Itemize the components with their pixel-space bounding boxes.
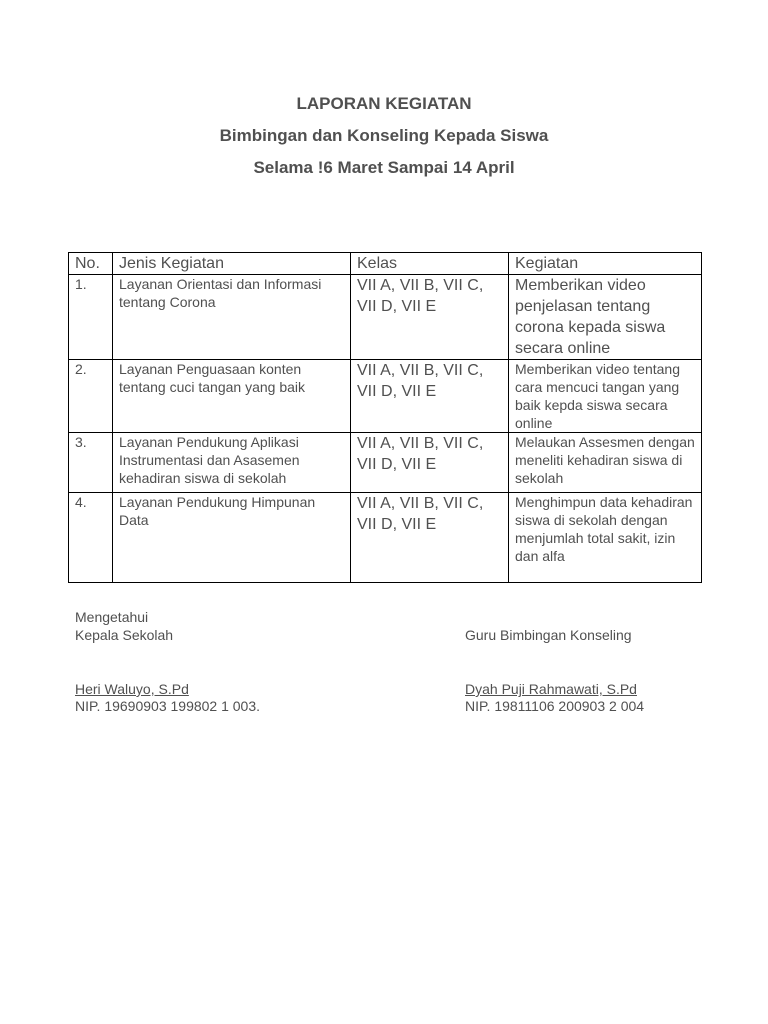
left-signer-role: Kepala Sekolah bbox=[75, 627, 174, 643]
right-signer-name: Dyah Puji Rahmawati, S.Pd bbox=[465, 681, 637, 697]
document-title: LAPORAN KEGIATAN bbox=[296, 94, 472, 113]
left-signer-nip: NIP. 19690903 199802 1 003. bbox=[75, 698, 261, 714]
column-header-no: No. bbox=[69, 253, 113, 275]
activity-table bbox=[68, 252, 702, 583]
table-row bbox=[69, 433, 702, 493]
table-header-row bbox=[69, 253, 702, 275]
cell-no: 4. bbox=[69, 493, 113, 583]
left-acknowledge-label: Mengetahui bbox=[75, 609, 149, 625]
cell-kegiatan: Melaukan Assesmen dengan meneliti kehadiran siswa di sekolah bbox=[509, 433, 702, 493]
cell-kegiatan: Memberikan video penjelasan tentang corona kepada siswa secara online bbox=[509, 275, 702, 360]
cell-kelas: VII A, VII B, VII C, VII D, VII E bbox=[351, 433, 509, 493]
cell-kegiatan: Memberikan video tentang cara mencuci tangan yang baik kepda siswa secara online bbox=[509, 360, 702, 433]
cell-kelas: VII A, VII B, VII C, VII D, VII E bbox=[351, 360, 509, 433]
cell-jenis: Layanan Penguasaan konten tentang cuci tangan yang baik bbox=[113, 360, 351, 433]
cell-kelas: VII A, VII B, VII C, VII D, VII E bbox=[351, 275, 509, 360]
cell-kelas: VII A, VII B, VII C, VII D, VII E bbox=[351, 493, 509, 583]
table-row bbox=[69, 360, 702, 433]
column-header-jenis: Jenis Kegiatan bbox=[113, 253, 351, 275]
cell-jenis: Layanan Pendukung Aplikasi Instrumentasi dan Asasemen kehadiran siswa di sekolah bbox=[113, 433, 351, 493]
cell-jenis: Layanan Pendukung Himpunan Data bbox=[113, 493, 351, 583]
document-subtitle: Bimbingan dan Konseling Kepada Siswa bbox=[219, 126, 549, 145]
document-period: Selama !6 Maret Sampai 14 April bbox=[253, 158, 515, 177]
cell-jenis: Layanan Orientasi dan Informasi tentang Corona bbox=[113, 275, 351, 360]
cell-no: 3. bbox=[69, 433, 113, 493]
left-signer-name: Heri Waluyo, S.Pd bbox=[75, 681, 189, 697]
right-signer-nip: NIP. 19811106 200903 2 004 bbox=[465, 698, 645, 714]
cell-no: 1. bbox=[69, 275, 113, 360]
column-header-kegiatan: Kegiatan bbox=[509, 253, 702, 275]
table-row bbox=[69, 493, 702, 583]
cell-no: 2. bbox=[69, 360, 113, 433]
table-row bbox=[69, 275, 702, 360]
column-header-kelas: Kelas bbox=[351, 253, 509, 275]
right-signer-role: Guru Bimbingan Konseling bbox=[465, 627, 632, 643]
cell-kegiatan: Menghimpun data kehadiran siswa di sekolah dengan menjumlah total sakit, izin dan alfa bbox=[509, 493, 702, 583]
